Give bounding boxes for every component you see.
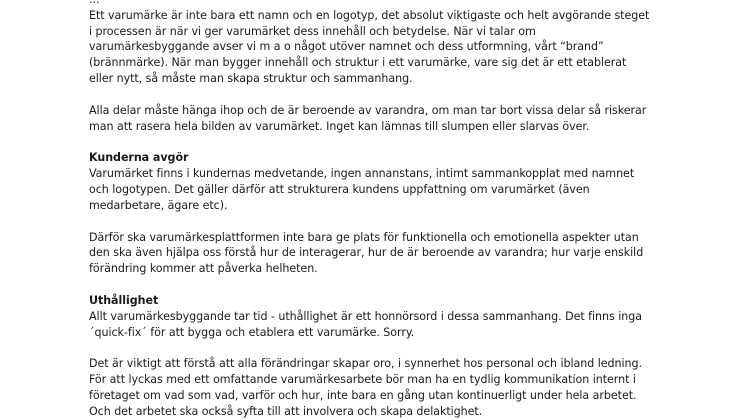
section-uthallighet: Uthållighet Allt varumärkesbyggande tar tid - uthållighet är ett honnörsord i dessa sammanhang. Det finns inga ´quick-fix´ för att bygga och etablera ett varumärke. Sorry.: [89, 293, 689, 340]
paragraph-darfor: Därför ska varumärkesplattformen inte bara ge plats för funktionella och emotionella aspekter utan den ska även hjälpa oss förstå hur de interagerar, hur de är beroende av varandra; hur varje enskild förändring kommer att påverka helheten.: [89, 230, 644, 276]
document-body: [89, 0, 689, 420]
paragraph-intro: Ett varumärke är inte bara ett namn och en logotyp, det absolut viktigaste och helt avgörande steget i processen är när vi ger varumärket dess innehåll och betydelse. När vi talar om varumärkesbyggande avser vi m a o något utöver namnet och dess utformning, vårt “brand” (brännmärke). När man bygger innehåll och struktur i ett varumärke, vare sig det är ett etablerat eller nytt, så måste man skapa struktur och sammanhang.: [89, 8, 650, 85]
paragraph-gap: [89, 277, 689, 293]
heading-kunderna-avgor: Kunderna avgör: [89, 151, 189, 165]
section-kunderna: Kunderna avgör Varumärket finns i kundernas medvetande, ingen annanstans, intimt sammankopplat med namnet och logotypen. Det gäller därför att strukturera kundens uppfattning om varumärket (även medarbetare, ägare etc).: [89, 150, 689, 213]
paragraph-gap: [89, 340, 689, 356]
paragraph-gap: [89, 87, 689, 103]
cut-off-top-line: [89, 0, 689, 8]
paragraph-forandringar: Det är viktigt att förstå att alla förändringar skapar oro, i synnerhet hos personal och ibland ledning. För att lyckas med ett omfattande varumärkesarbete bör man ha en tydlig kommunikation internt i företaget om vad som vad, varför och hur, inte bara en gång utan kontinuerligt under hela arbetet. Och det arbetet ska också syfta till att involvera och skapa delaktighet.: [89, 357, 643, 418]
paragraph-alla-delar: Alla delar måste hänga ihop och de är beroende av varandra, om man tar bort vissa delar så riskerar man att rasera hela bilden av varumärket. Inget kan lämnas till slumpen eller slarvas över.: [89, 103, 647, 133]
paragraph-gap: [89, 214, 689, 230]
heading-uthallighet: Uthållighet: [89, 293, 159, 307]
paragraph-gap: [89, 134, 689, 150]
